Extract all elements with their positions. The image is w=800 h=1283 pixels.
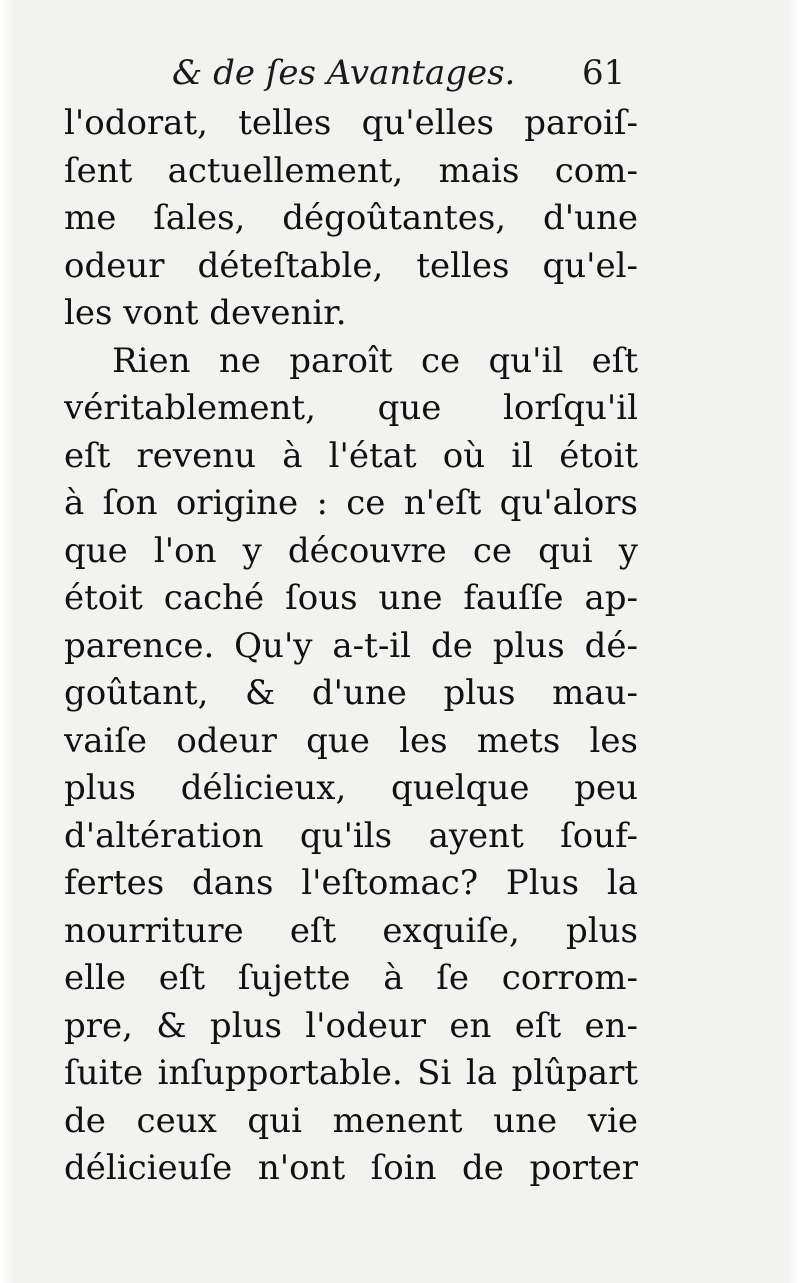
- running-title: & de ſes Avantages.: [172, 53, 516, 93]
- text-line: me ſales, dégoûtantes, d'une: [64, 198, 638, 238]
- text-line: que l'on y découvre ce qui y: [64, 530, 638, 571]
- text-line: elle eſt ſujette à ſe corrom-: [64, 958, 638, 998]
- text-line: véritablement, que lorſqu'il: [64, 388, 638, 428]
- page-edge-right: [788, 0, 800, 1283]
- text-line: goûtant, & d'une plus mau-: [64, 673, 638, 713]
- page-number: 61: [582, 53, 626, 93]
- text-line: parence. Qu'y a-t-il de plus dé-: [64, 625, 638, 666]
- text-line: les vont devenir.: [64, 293, 347, 333]
- text-line: plus délicieux, quelque peu: [64, 768, 638, 808]
- text-line: Rien ne paroît ce qu'il eſt: [112, 340, 638, 381]
- text-line: ſent actuellement, mais com-: [64, 150, 638, 191]
- text-line: à ſon origine : ce n'eſt qu'alors: [64, 483, 638, 523]
- text-line: fertes dans l'eſtomac? Plus la: [64, 863, 638, 903]
- text-line: ſuite inſupportable. Si la plûpart: [64, 1053, 638, 1093]
- text-line: délicieuſe n'ont ſoin de porter: [64, 1148, 638, 1188]
- text-line: étoit caché ſous une fauſſe ap-: [64, 578, 638, 618]
- text-line: d'altération qu'ils ayent ſouf-: [64, 815, 638, 856]
- text-line: l'odorat, telles qu'elles paroiſ-: [64, 103, 638, 143]
- text-line: pre, & plus l'odeur en eſt en-: [64, 1005, 638, 1046]
- body-text: [64, 100, 638, 1193]
- text-line: de ceux qui menent une vie: [64, 1100, 638, 1141]
- page-edge-left: [0, 0, 14, 1283]
- text-line: nourriture eſt exquiſe, plus: [64, 910, 638, 951]
- text-line: eſt revenu à l'état où il étoit: [64, 435, 638, 476]
- text-line: odeur déteſtable, telles qu'el-: [64, 245, 638, 286]
- text-line: vaiſe odeur que les mets les: [64, 720, 638, 761]
